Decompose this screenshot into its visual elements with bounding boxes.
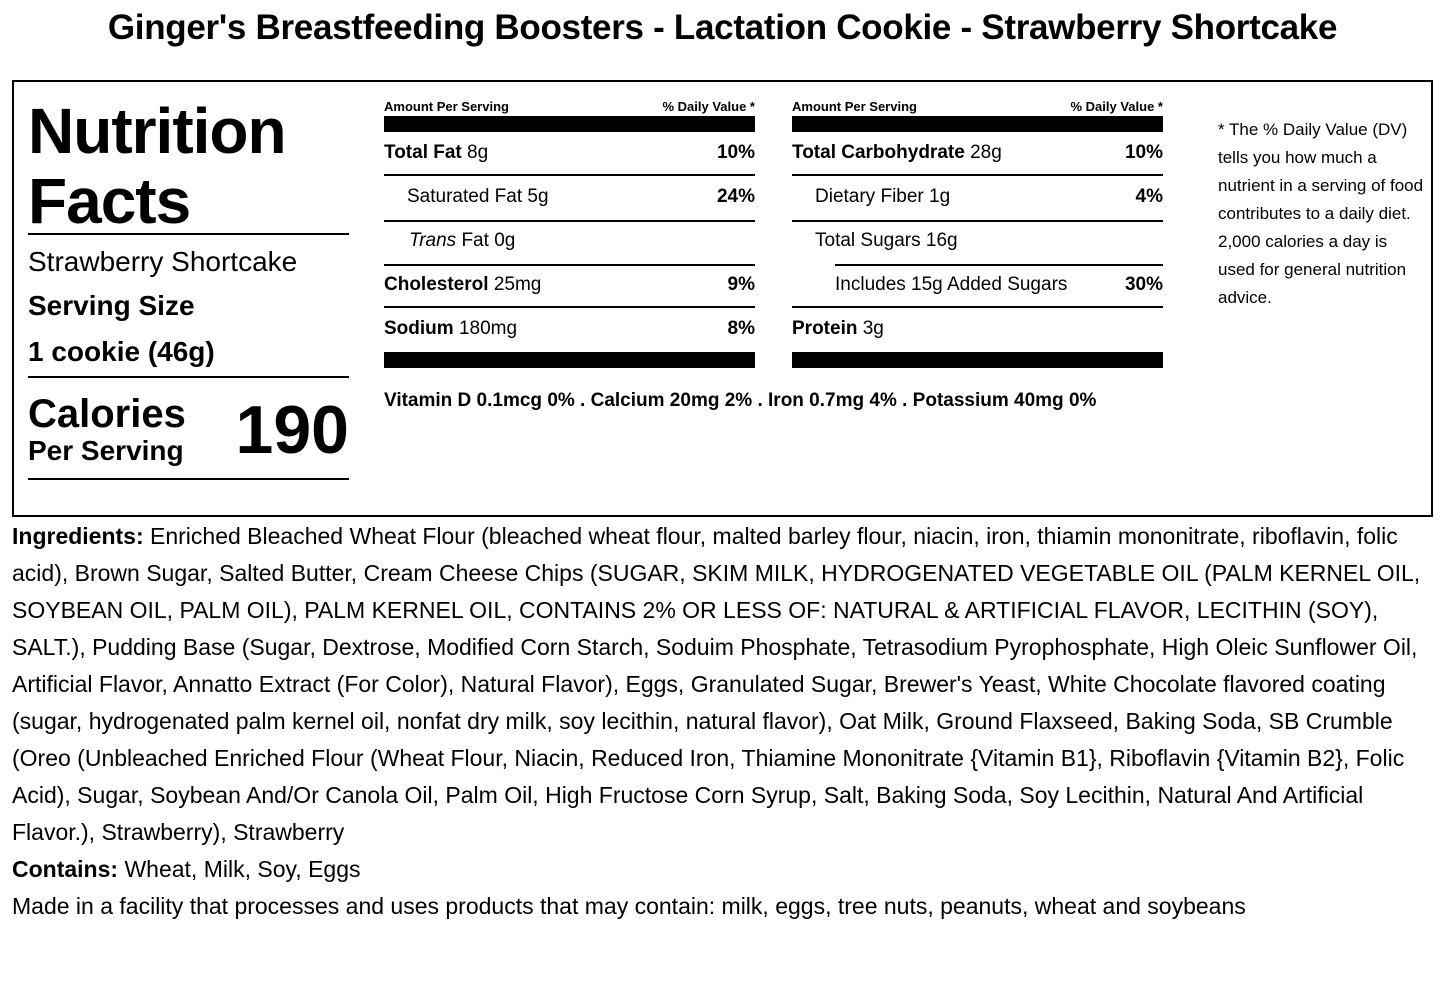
nutrition-facts-heading — [28, 96, 286, 236]
nutrient-name: Total Sugars — [815, 230, 921, 251]
nutrient-amount: 8g — [467, 142, 489, 163]
daily-value-label: % Daily Value * — [1070, 99, 1163, 114]
nutrition-facts-panel — [12, 80, 1433, 517]
nutrient-name: Trans — [409, 230, 457, 251]
nutrient-name: Saturated Fat — [407, 186, 523, 207]
heading-line-1: Nutrition — [28, 95, 286, 167]
allergens — [12, 851, 1440, 888]
serving-size-value: 1 cookie (46g) — [28, 336, 215, 367]
nutrient-amount: 1g — [929, 186, 951, 207]
thick-divider — [384, 352, 755, 368]
nutrient-amount: 25mg — [493, 274, 542, 295]
calories-per-serving-label: Per Serving — [28, 435, 184, 466]
divider — [28, 233, 349, 235]
table-header — [792, 99, 1163, 114]
nutrient-row-total-carbohydrate — [792, 132, 1163, 176]
nutrient-name: Includes 15g Added Sugars — [835, 274, 1068, 295]
ingredients-section — [12, 518, 1440, 925]
calories-value: 190 — [235, 392, 349, 468]
facility-warning: Made in a facility that processes and uses products that may contain: milk, eggs, tree nuts, peanuts, wheat and soybeans — [12, 893, 1246, 919]
nutrient-name: Dietary Fiber — [815, 186, 924, 207]
nutrient-amount: 0g — [494, 230, 516, 251]
nutrient-row-dietary-fiber — [792, 176, 1163, 220]
divider — [28, 376, 349, 378]
nutrient-name: Cholesterol — [384, 274, 489, 295]
nutrient-row-protein — [792, 308, 1163, 352]
amount-per-serving-label: Amount Per Serving — [792, 99, 917, 114]
nutrient-dv: 10% — [716, 142, 755, 163]
contains-label: Contains: — [12, 856, 119, 882]
nutrient-row-trans-fat — [384, 220, 755, 264]
nutrient-row-total-fat — [384, 132, 755, 176]
serving-size-label: Serving Size — [28, 290, 195, 321]
nutrient-amount: 180mg — [458, 318, 518, 339]
nutrient-row-saturated-fat — [384, 176, 755, 220]
nutrient-row-added-sugars — [792, 264, 1163, 308]
nutrient-dv: 10% — [1124, 142, 1163, 163]
nutrient-dv: 24% — [716, 186, 755, 207]
nutrient-name: Total Carbohydrate — [792, 142, 965, 163]
ingredients-label: Ingredients: — [12, 523, 144, 549]
nutrient-dv: 8% — [727, 318, 755, 339]
divider — [28, 478, 349, 480]
product-title: Ginger's Breastfeeding Boosters - Lactation Cookie - Strawberry Shortcake — [107, 8, 1338, 47]
daily-value-label: % Daily Value * — [662, 99, 755, 114]
ingredients-text: Enriched Bleached Wheat Flour (bleached wheat flour, malted barley flour, niacin, iron, thiamin mononitrate, riboflavin, folic acid), Brown Sugar, Salted Butter, Cream Cheese Chips (SUGAR, SKIM MILK, HYDROGENATED VEGETABLE OIL (PALM KERNEL OIL, SOYBEAN OIL, PALM OIL), PALM KERNEL OIL, CONTAINS 2% OR LESS OF: NATURAL & ARTIFICIAL FLAVOR, LECITHIN (SOY), SALT.), Pudding Base (Sugar, Dextrose, Modified Corn Starch, Soduim Phosphate, Tetrasodium Pyrophosphate, High Oleic Sunflower Oil, Artificial Flavor, Annatto Extract (For Color), Natural Flavor), Eggs, Granulated Sugar, Brewer's Yeast, White Chocolate flavored coating (sugar, hydrogenated palm kernel oil, nonfat dry milk, soy lecithin, natural flavor), Oat Milk, Ground Flaxseed, Baking Soda, SB Crumble (Oreo (Unbleached Enriched Flour (Wheat Flour, Niacin, Reduced Iron, Thiamine Mononitrate {Vitamin B1}, Riboflavin {Vitamin B2}, Folic Acid), Sugar, Soybean And/Or Canola Oil, Palm Oil, High Fructose Corn Syrup, Salt, Baking Soda, Soy Lecithin, Natural And Artificial Flavor.), Strawberry), Strawberry — [12, 523, 1421, 845]
nutrient-name: Sodium — [384, 318, 454, 339]
contains-text: Wheat, Milk, Soy, Eggs — [124, 856, 361, 882]
flavor-name: Strawberry Shortcake — [28, 246, 298, 277]
vitamins-minerals: Vitamin D 0.1mcg 0% . Calcium 20mg 2% . Iron 0.7mg 4% . Potassium 40mg 0% — [384, 390, 1097, 411]
heading-line-2: Facts — [28, 165, 191, 237]
thick-divider — [792, 352, 1163, 368]
nutrient-row-total-sugars — [792, 220, 1163, 264]
nutrient-dv: 30% — [1124, 274, 1163, 295]
thick-divider — [384, 116, 755, 132]
nutrient-name: Total Fat — [384, 142, 462, 163]
nutrient-dv: 4% — [1135, 186, 1163, 207]
nutrient-amount: 5g — [527, 186, 549, 207]
amount-per-serving-label: Amount Per Serving — [384, 99, 509, 114]
thick-divider — [792, 116, 1163, 132]
nutrient-amount: 16g — [925, 230, 958, 251]
ingredients-list — [12, 518, 1440, 851]
nutrient-row-cholesterol — [384, 264, 755, 308]
table-header — [384, 99, 755, 114]
nutrient-amount: 3g — [862, 318, 884, 339]
nutrient-row-sodium — [384, 308, 755, 352]
calories-label: Calories — [28, 392, 186, 436]
nutrient-name-rest: Fat — [461, 230, 489, 251]
nutrient-dv: 9% — [727, 274, 755, 295]
nutrient-amount: 28g — [970, 142, 1002, 163]
daily-value-footnote: * The % Daily Value (DV) tells you how much a nutrient in a serving of food contributes to a daily diet. 2,000 calories a day is used for general nutrition advice. — [1218, 120, 1424, 307]
nutrient-name: Protein — [792, 318, 858, 339]
